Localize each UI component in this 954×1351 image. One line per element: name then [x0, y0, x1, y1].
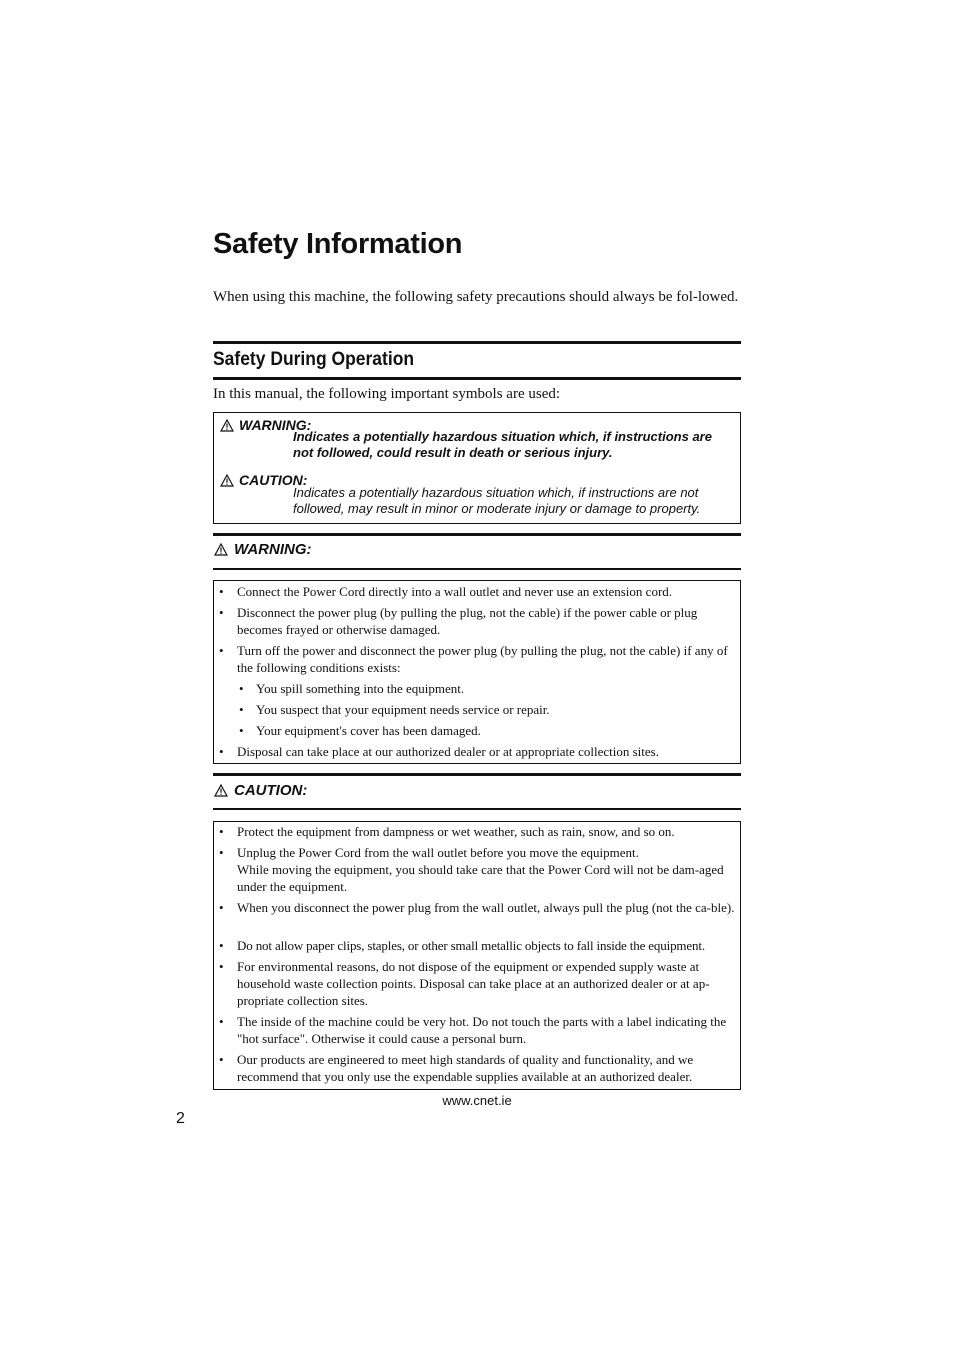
legend-caution-text: Indicates a potentially hazardous situation which, if instructions are not followed, may result in minor or moderate injury or damage to property.	[293, 485, 701, 516]
list-item: Turn off the power and disconnect the power plug (by pulling the plug, not the cable) if any of the following conditions exists:	[237, 643, 728, 675]
list-item: Unplug the Power Cord from the wall outlet before you move the equipment.	[237, 845, 639, 860]
sub-list-item: You suspect that your equipment needs service or repair.	[256, 702, 550, 717]
sub-list-item: Your equipment's cover has been damaged.	[256, 723, 481, 738]
list-item: Disconnect the power plug (by pulling the plug, not the cable) if the power cable or plug becomes frayed or otherwise damaged.	[237, 605, 698, 637]
warning-triangle-icon	[220, 419, 234, 432]
sub-list-item: You spill something into the equipment.	[256, 681, 465, 696]
caution-heading	[214, 782, 307, 799]
bullet: •	[219, 938, 224, 953]
warning-list-box	[213, 580, 741, 764]
bullet: •	[219, 605, 224, 620]
warning-heading	[214, 541, 312, 558]
warning-top-rule	[213, 533, 741, 536]
warning-bottom-rule	[213, 568, 741, 570]
list-item: Disposal can take place at our authorized dealer or at appropriate collection sites.	[237, 744, 659, 759]
bullet: •	[219, 744, 224, 759]
list-item: Protect the equipment from dampness or wet weather, such as rain, snow, and so on.	[237, 824, 675, 839]
caution-label: CAUTION:	[234, 782, 308, 799]
bullet: •	[219, 1014, 224, 1029]
warning-label: WARNING:	[234, 541, 312, 558]
section-bottom-rule	[213, 377, 741, 380]
caution-triangle-icon	[214, 784, 228, 797]
sub-bullet: •	[239, 681, 244, 696]
section-title: Safety During Operation	[213, 349, 415, 370]
bullet: •	[219, 584, 224, 599]
symbols-intro: In this manual, the following important symbols are used:	[213, 386, 561, 402]
bullet: •	[219, 900, 224, 915]
page-number: 2	[176, 1110, 185, 1127]
legend-warning-text: Indicates a potentially hazardous situation which, if instructions are not followed, could result in death or serious injury.	[293, 429, 712, 460]
sub-bullet: •	[239, 702, 244, 717]
list-item: Our products are engineered to meet high standards of quality and functionality, and we recommend that you only use the expendable supplies available at an authorized dealer.	[237, 1052, 694, 1084]
legend-warning-label: WARNING:	[239, 417, 312, 433]
caution-list-box	[213, 821, 741, 1090]
caution-bottom-rule	[213, 808, 741, 810]
list-item: Do not allow paper clips, staples, or other small metallic objects to fall inside the equipment.	[237, 938, 705, 953]
list-item: When you disconnect the power plug from the wall outlet, always pull the plug (not the ca-ble).	[237, 900, 735, 915]
legend-caution-label: CAUTION:	[239, 472, 308, 488]
list-item: For environmental reasons, do not dispose of the equipment or expended supply waste at household waste collection points. Disposal can take place at an authorized dealer or at ap-propriate collection sites.	[237, 959, 710, 1008]
bullet: •	[219, 824, 224, 839]
bullet: •	[219, 845, 224, 860]
caution-triangle-icon	[220, 474, 234, 487]
page-title: Safety Information	[213, 228, 463, 260]
warning-triangle-icon	[214, 543, 228, 556]
sub-bullet: •	[239, 723, 244, 738]
bullet: •	[219, 959, 224, 974]
intro-paragraph: When using this machine, the following safety precautions should always be fol-lowed.	[213, 289, 739, 305]
list-item: Connect the Power Cord directly into a wall outlet and never use an extension cord.	[237, 584, 673, 599]
list-item-continuation: While moving the equipment, you should take care that the Power Cord will not be dam-aged under the equipment.	[237, 862, 724, 894]
section-top-rule	[213, 341, 741, 344]
footer-url[interactable]: www.cnet.ie	[442, 1093, 512, 1108]
bullet: •	[219, 1052, 224, 1067]
list-item: The inside of the machine could be very hot. Do not touch the parts with a label indicating the "hot surface". Otherwise it could cause a personal burn.	[237, 1014, 727, 1046]
caution-top-rule	[213, 773, 741, 776]
bullet: •	[219, 643, 224, 658]
symbol-legend-box	[213, 412, 741, 524]
